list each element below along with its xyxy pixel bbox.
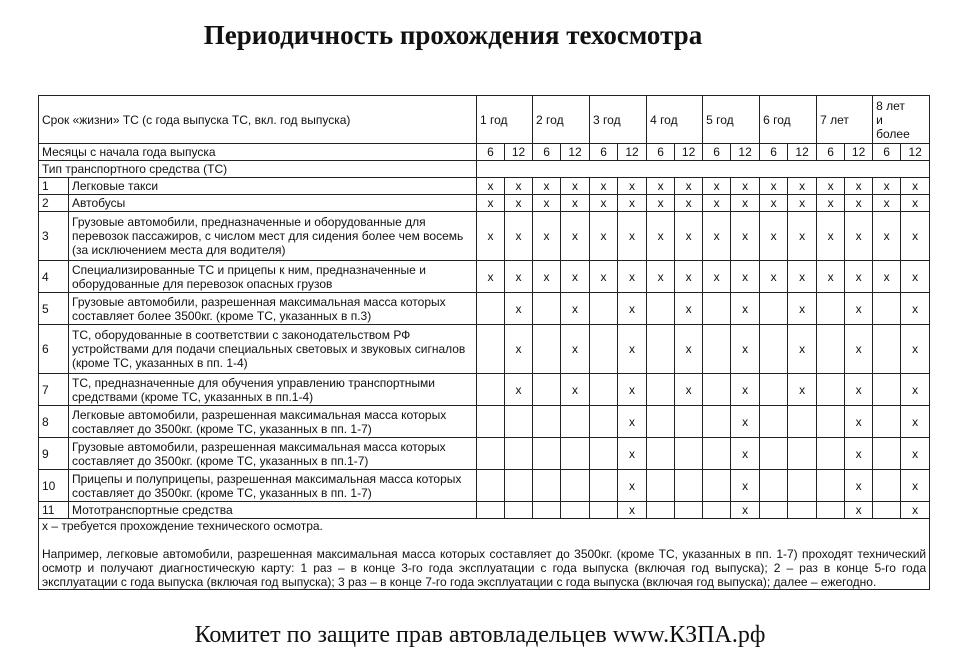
inspection-mark-cell: х <box>817 212 845 261</box>
inspection-mark-cell: х <box>901 178 930 195</box>
month-header: 12 <box>788 144 817 161</box>
row-number: 6 <box>39 325 69 374</box>
notes-row <box>39 519 930 590</box>
inspection-mark-cell <box>675 438 703 470</box>
inspection-mark-cell: х <box>675 374 703 406</box>
inspection-mark-cell: х <box>845 438 873 470</box>
year-header-row <box>39 96 930 144</box>
table-row <box>39 470 930 502</box>
inspection-mark-cell: х <box>647 212 675 261</box>
inspection-mark-cell: х <box>561 374 590 406</box>
inspection-mark-cell <box>760 438 788 470</box>
inspection-mark-cell: х <box>845 293 873 325</box>
year-header: 4 год <box>647 96 703 144</box>
inspection-mark-cell <box>760 325 788 374</box>
inspection-mark-cell <box>590 325 618 374</box>
inspection-mark-cell: х <box>590 212 618 261</box>
inspection-mark-cell <box>703 325 731 374</box>
month-header: 12 <box>618 144 647 161</box>
inspection-mark-cell <box>817 470 845 502</box>
inspection-mark-cell: х <box>505 293 533 325</box>
inspection-mark-cell: х <box>731 178 760 195</box>
vehicle-type-label: ТС, предназначенные для обучения управлению транспортными средствами (кроме ТС, указанных в пп.1-4) <box>69 374 477 406</box>
inspection-mark-cell: х <box>533 212 561 261</box>
table-row <box>39 406 930 438</box>
row-number: 10 <box>39 470 69 502</box>
year-header: 5 год <box>703 96 760 144</box>
inspection-mark-cell: х <box>505 325 533 374</box>
type-label: Тип транспортного средства (ТС) <box>39 161 477 178</box>
inspection-mark-cell <box>590 374 618 406</box>
inspection-mark-cell: х <box>731 325 760 374</box>
inspection-mark-cell: х <box>901 261 930 293</box>
type-header-blank <box>477 161 930 178</box>
inspection-mark-cell <box>561 470 590 502</box>
table-row <box>39 261 930 293</box>
inspection-mark-cell: х <box>731 406 760 438</box>
inspection-mark-cell: х <box>477 212 505 261</box>
inspection-mark-cell <box>703 293 731 325</box>
inspection-mark-cell: х <box>647 261 675 293</box>
months-header-row <box>39 144 930 161</box>
vehicle-type-label: Прицепы и полуприцепы, разрешенная максимальная масса которых составляет до 3500кг. (кроме ТС, указанных в пп. 1-7) <box>69 470 477 502</box>
inspection-mark-cell: х <box>505 195 533 212</box>
inspection-mark-cell <box>675 502 703 519</box>
vehicle-type-label: Мототранспортные средства <box>69 502 477 519</box>
inspection-mark-cell <box>873 438 901 470</box>
month-header: 6 <box>703 144 731 161</box>
months-label: Месяцы с начала года выпуска <box>39 144 477 161</box>
inspection-mark-cell: х <box>505 261 533 293</box>
inspection-mark-cell: х <box>675 195 703 212</box>
inspection-mark-cell <box>477 293 505 325</box>
inspection-mark-cell <box>817 374 845 406</box>
table-row <box>39 178 930 195</box>
inspection-mark-cell: х <box>901 502 930 519</box>
inspection-mark-cell <box>873 406 901 438</box>
inspection-mark-cell <box>477 502 505 519</box>
inspection-mark-cell <box>647 374 675 406</box>
inspection-mark-cell: х <box>731 212 760 261</box>
inspection-mark-cell: х <box>618 293 647 325</box>
inspection-mark-cell <box>788 502 817 519</box>
inspection-mark-cell: х <box>618 212 647 261</box>
footer-credit: Комитет по защите прав автовладельцев www.КЗПА.рф <box>194 622 766 648</box>
inspection-mark-cell: х <box>845 374 873 406</box>
example-note: Например, легковые автомобили, разрешенная максимальная масса которых составляет до 3500кг. (кроме ТС, указанных в пп. 1-7) проходят технический осмотр и получают диагностическую карту: 1 раз – в конце 3-го года эксплуатации с года выпуска (включая год выпуска); 2 – раз в конце 5-го года эксплуатации с года выпуска (включая год выпуска); 3 раз – в конце 7-го года эксплуатации с года выпуска (включая год выпуска); далее – ежегодно. <box>42 547 927 589</box>
inspection-mark-cell <box>817 406 845 438</box>
table-row <box>39 325 930 374</box>
inspection-mark-cell: х <box>760 212 788 261</box>
inspection-mark-cell: х <box>618 502 647 519</box>
inspection-mark-cell: х <box>703 178 731 195</box>
inspection-mark-cell <box>590 293 618 325</box>
inspection-mark-cell: х <box>817 195 845 212</box>
vehicle-type-label: Грузовые автомобили, разрешенная максимальная масса которых составляет до 3500кг. (кроме ТС, указанных в пп.1-7) <box>69 438 477 470</box>
inspection-mark-cell: х <box>477 178 505 195</box>
inspection-mark-cell: х <box>477 195 505 212</box>
row-number: 11 <box>39 502 69 519</box>
table-row <box>39 195 930 212</box>
month-header: 12 <box>731 144 760 161</box>
year-header: 1 год <box>477 96 533 144</box>
inspection-mark-cell: х <box>561 293 590 325</box>
table-row <box>39 293 930 325</box>
inspection-mark-cell: х <box>760 178 788 195</box>
inspection-mark-cell: х <box>901 470 930 502</box>
inspection-mark-cell: х <box>703 212 731 261</box>
inspection-mark-cell: х <box>561 178 590 195</box>
inspection-mark-cell: х <box>760 195 788 212</box>
month-header: 6 <box>533 144 561 161</box>
page-title: Периодичность прохождения техосмотра <box>203 20 703 50</box>
inspection-mark-cell: х <box>675 212 703 261</box>
inspection-mark-cell <box>590 470 618 502</box>
inspection-mark-cell: х <box>845 325 873 374</box>
row-number: 8 <box>39 406 69 438</box>
table-row <box>39 438 930 470</box>
inspection-mark-cell: х <box>618 325 647 374</box>
inspection-mark-cell <box>647 502 675 519</box>
inspection-mark-cell: х <box>731 374 760 406</box>
inspection-mark-cell <box>873 502 901 519</box>
inspection-mark-cell: х <box>590 261 618 293</box>
inspection-mark-cell <box>477 374 505 406</box>
inspection-mark-cell: х <box>788 261 817 293</box>
vehicle-type-label: Автобусы <box>69 195 477 212</box>
inspection-mark-cell: х <box>561 195 590 212</box>
inspection-mark-cell <box>647 406 675 438</box>
row-number: 1 <box>39 178 69 195</box>
inspection-mark-cell: х <box>845 406 873 438</box>
inspection-mark-cell: х <box>845 195 873 212</box>
inspection-mark-cell: х <box>731 293 760 325</box>
table-row <box>39 502 930 519</box>
inspection-mark-cell: х <box>505 178 533 195</box>
inspection-mark-cell: х <box>901 406 930 438</box>
inspection-mark-cell <box>760 470 788 502</box>
month-header: 6 <box>873 144 901 161</box>
inspection-mark-cell <box>477 470 505 502</box>
inspection-mark-cell: х <box>873 261 901 293</box>
vehicle-type-label: Грузовые автомобили, разрешенная максимальная масса которых составляет более 3500кг. (кроме ТС, указанных в п.3) <box>69 293 477 325</box>
year-header: 7 лет <box>817 96 873 144</box>
inspection-mark-cell <box>873 470 901 502</box>
inspection-mark-cell: х <box>618 178 647 195</box>
inspection-mark-cell: х <box>788 293 817 325</box>
inspection-mark-cell: х <box>675 325 703 374</box>
table-row <box>39 374 930 406</box>
inspection-mark-cell <box>647 293 675 325</box>
inspection-mark-cell: х <box>731 438 760 470</box>
inspection-mark-cell: х <box>788 195 817 212</box>
inspection-mark-cell <box>561 406 590 438</box>
inspection-mark-cell: х <box>845 261 873 293</box>
inspection-mark-cell: х <box>845 178 873 195</box>
inspection-mark-cell <box>703 470 731 502</box>
inspection-mark-cell: х <box>647 178 675 195</box>
inspection-mark-cell <box>675 406 703 438</box>
inspection-mark-cell: х <box>731 470 760 502</box>
inspection-mark-cell <box>873 374 901 406</box>
inspection-mark-cell <box>873 325 901 374</box>
month-header: 12 <box>505 144 533 161</box>
table-row <box>39 212 930 261</box>
inspection-mark-cell: х <box>731 261 760 293</box>
inspection-mark-cell <box>561 438 590 470</box>
vehicle-type-label: Легковые автомобили, разрешенная максимальная масса которых составляет до 3500кг. (кроме ТС, указанных в пп. 1-7) <box>69 406 477 438</box>
month-header: 6 <box>590 144 618 161</box>
inspection-mark-cell: х <box>590 178 618 195</box>
inspection-mark-cell <box>533 325 561 374</box>
inspection-mark-cell <box>533 406 561 438</box>
inspection-mark-cell: х <box>477 261 505 293</box>
inspection-mark-cell: х <box>873 178 901 195</box>
inspection-mark-cell: х <box>731 195 760 212</box>
inspection-mark-cell: х <box>901 438 930 470</box>
inspection-mark-cell: х <box>618 406 647 438</box>
month-header: 6 <box>817 144 845 161</box>
year-header: 8 лет и более <box>873 96 930 144</box>
inspection-mark-cell: х <box>647 195 675 212</box>
inspection-mark-cell: х <box>675 178 703 195</box>
inspection-mark-cell: х <box>533 261 561 293</box>
legend-note: х – требуется прохождение технического осмотра. <box>42 519 323 533</box>
inspection-mark-cell: х <box>901 374 930 406</box>
inspection-mark-cell <box>817 325 845 374</box>
inspection-mark-cell <box>760 406 788 438</box>
year-header: 3 год <box>590 96 647 144</box>
vehicle-type-label: Легковые такси <box>69 178 477 195</box>
inspection-mark-cell <box>675 470 703 502</box>
inspection-mark-cell: х <box>731 502 760 519</box>
inspection-mark-cell <box>760 502 788 519</box>
month-header: 6 <box>647 144 675 161</box>
inspection-mark-cell: х <box>618 195 647 212</box>
inspection-mark-cell: х <box>760 261 788 293</box>
inspection-mark-cell <box>505 406 533 438</box>
inspection-mark-cell: х <box>788 178 817 195</box>
row-number: 5 <box>39 293 69 325</box>
year-header: 2 год <box>533 96 590 144</box>
inspection-mark-cell <box>703 406 731 438</box>
inspection-mark-cell: х <box>505 212 533 261</box>
inspection-mark-cell: х <box>533 178 561 195</box>
inspection-mark-cell <box>760 293 788 325</box>
inspection-mark-cell: х <box>675 293 703 325</box>
inspection-mark-cell: х <box>703 261 731 293</box>
inspection-mark-cell: х <box>505 374 533 406</box>
inspection-mark-cell <box>533 502 561 519</box>
inspection-mark-cell: х <box>618 374 647 406</box>
inspection-mark-cell <box>505 470 533 502</box>
inspection-mark-cell: х <box>703 195 731 212</box>
inspection-mark-cell: х <box>873 195 901 212</box>
month-header: 6 <box>760 144 788 161</box>
inspection-mark-cell <box>533 293 561 325</box>
inspection-mark-cell: х <box>845 470 873 502</box>
inspection-mark-cell <box>817 502 845 519</box>
inspection-mark-cell <box>817 293 845 325</box>
inspection-mark-cell <box>873 293 901 325</box>
inspection-mark-cell <box>703 374 731 406</box>
lifetime-label: Срок «жизни» ТС (с года выпуска ТС, вкл. год выпуска) <box>39 96 477 144</box>
inspection-mark-cell: х <box>817 261 845 293</box>
month-header: 12 <box>561 144 590 161</box>
inspection-mark-cell: х <box>901 212 930 261</box>
inspection-mark-cell: х <box>817 178 845 195</box>
inspection-mark-cell: х <box>845 212 873 261</box>
year-header: 6 год <box>760 96 817 144</box>
inspection-mark-cell <box>477 406 505 438</box>
inspection-mark-cell <box>590 438 618 470</box>
inspection-mark-cell: х <box>618 438 647 470</box>
inspection-mark-cell <box>703 438 731 470</box>
month-header: 12 <box>901 144 930 161</box>
inspection-mark-cell <box>505 438 533 470</box>
inspection-mark-cell: х <box>675 261 703 293</box>
inspection-mark-cell <box>561 502 590 519</box>
inspection-mark-cell: х <box>901 293 930 325</box>
inspection-mark-cell <box>477 438 505 470</box>
inspection-mark-cell <box>703 502 731 519</box>
inspection-mark-cell <box>533 374 561 406</box>
inspection-mark-cell: х <box>618 261 647 293</box>
inspection-mark-cell: х <box>788 212 817 261</box>
inspection-mark-cell: х <box>561 212 590 261</box>
inspection-mark-cell: х <box>873 212 901 261</box>
inspection-mark-cell: х <box>845 502 873 519</box>
inspection-mark-cell: х <box>561 261 590 293</box>
inspection-mark-cell: х <box>788 374 817 406</box>
inspection-mark-cell <box>760 374 788 406</box>
inspection-mark-cell <box>533 470 561 502</box>
inspection-mark-cell <box>817 438 845 470</box>
inspection-mark-cell: х <box>618 470 647 502</box>
inspection-mark-cell <box>505 502 533 519</box>
inspection-mark-cell <box>590 502 618 519</box>
row-number: 2 <box>39 195 69 212</box>
inspection-mark-cell <box>533 438 561 470</box>
inspection-mark-cell: х <box>901 325 930 374</box>
row-number: 3 <box>39 212 69 261</box>
notes-cell <box>39 519 930 590</box>
vehicle-type-label: Грузовые автомобили, предназначенные и оборудованные для перевозок пассажиров, с числом мест для сидения более чем восемь (за исключением места для водителя) <box>69 212 477 261</box>
inspection-mark-cell: х <box>901 195 930 212</box>
row-number: 9 <box>39 438 69 470</box>
inspection-mark-cell <box>477 325 505 374</box>
month-header: 12 <box>845 144 873 161</box>
inspection-mark-cell: х <box>590 195 618 212</box>
inspection-mark-cell <box>647 325 675 374</box>
inspection-mark-cell: х <box>788 325 817 374</box>
month-header: 6 <box>477 144 505 161</box>
vehicle-type-label: Специализированные ТС и прицепы к ним, предназначенные и оборудованные для перевозок опасных грузов <box>69 261 477 293</box>
inspection-mark-cell <box>590 406 618 438</box>
inspection-schedule-table <box>38 95 930 590</box>
inspection-mark-cell: х <box>533 195 561 212</box>
month-header: 12 <box>675 144 703 161</box>
inspection-mark-cell <box>788 438 817 470</box>
row-number: 4 <box>39 261 69 293</box>
inspection-mark-cell: х <box>561 325 590 374</box>
inspection-mark-cell <box>647 438 675 470</box>
row-number: 7 <box>39 374 69 406</box>
vehicle-type-label: ТС, оборудованные в соответствии с законодательством РФ устройствами для подачи специальных световых и звуковых сигналов (кроме ТС, указанных в пп. 1-4) <box>69 325 477 374</box>
inspection-mark-cell <box>788 470 817 502</box>
type-header-row <box>39 161 930 178</box>
inspection-mark-cell <box>788 406 817 438</box>
inspection-mark-cell <box>647 470 675 502</box>
